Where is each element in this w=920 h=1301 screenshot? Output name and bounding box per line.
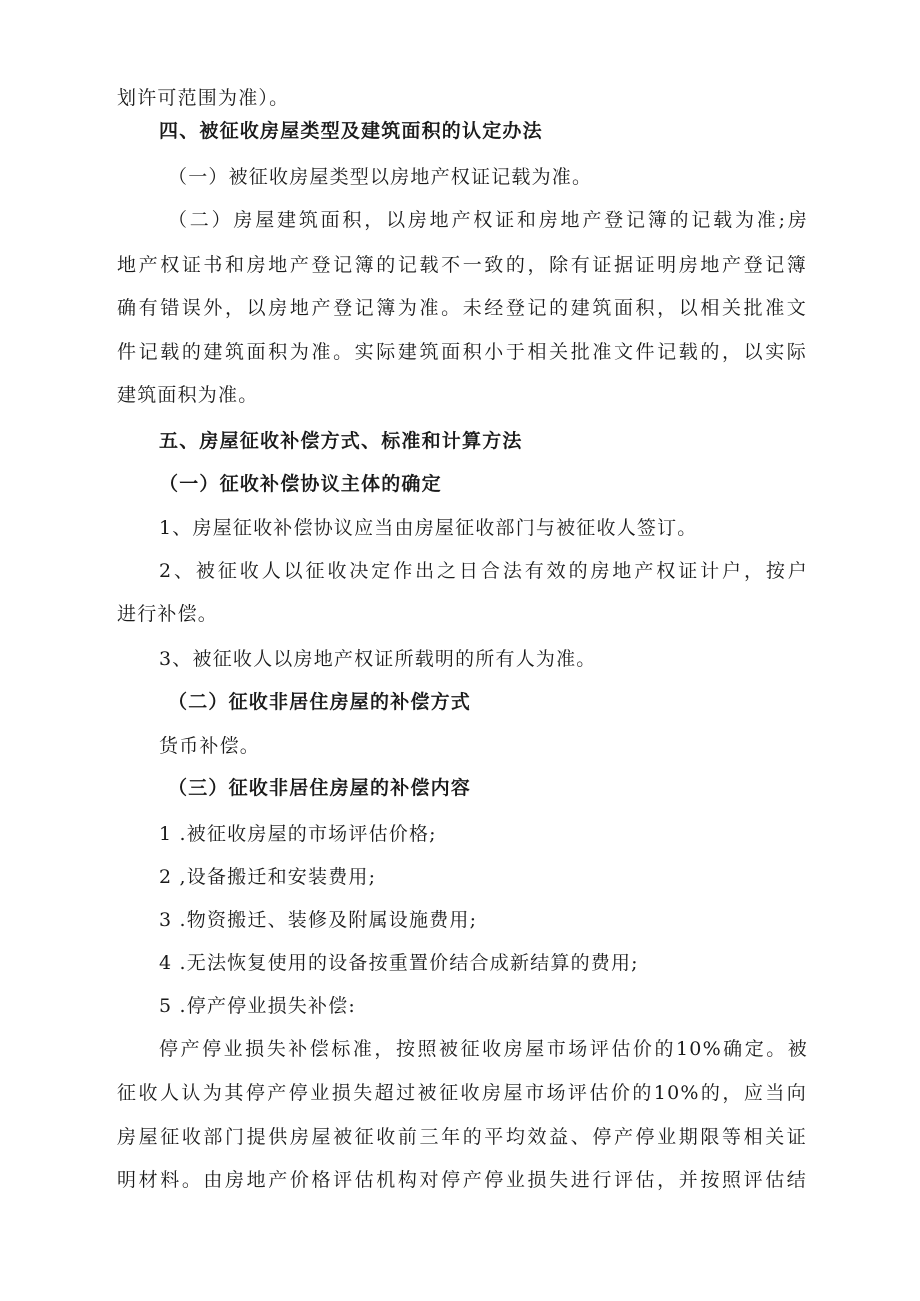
item-5-1-1: 1、房屋征收补偿协议应当由房屋征收部门与被征收人签订。	[159, 517, 698, 539]
paragraph-4-1: （一）被征收房屋类型以房地产权证记载为准。	[168, 166, 593, 188]
paragraph-4-2-line-4: 件记载的建筑面积为准。实际建筑面积小于相关批准文件记载的，以实际	[117, 341, 807, 363]
paragraph-4-2-line-2: 地产权证书和房地产登记簿的记载不一致的，除有证据证明房地产登记簿	[117, 254, 807, 276]
item-5-3-1: 1 .被征收房屋的市场评估价格;	[159, 823, 437, 845]
paragraph-compensation-line-1: 停产停业损失补偿标准，按照被征收房屋市场评估价的10%确定。被	[159, 1038, 808, 1060]
paragraph-compensation-line-3: 房屋征收部门提供房屋被征收前三年的平均效益、停产停业期限等相关证	[117, 1126, 807, 1148]
section-heading-5: 五、房屋征收补偿方式、标准和计算方法	[159, 430, 523, 452]
paragraph-compensation-line-2: 征收人认为其停产停业损失超过被征收房屋市场评估价的10%的，应当向	[117, 1082, 807, 1104]
section-heading-4: 四、被征收房屋类型及建筑面积的认定办法	[159, 120, 543, 142]
item-5-3-2: 2 ,设备搬迁和安装费用;	[159, 866, 377, 888]
paragraph-5-2: 货币补偿。	[159, 735, 261, 757]
paragraph-compensation-line-4: 明材料。由房地产价格评估机构对停产停业损失进行评估，并按照评估结	[117, 1169, 807, 1191]
paragraph-4-2-line-5: 建筑面积为准。	[117, 384, 259, 406]
text-line-continuation: 划许可范围为准）。	[117, 87, 290, 109]
paragraph-4-2-line-3: 确有错误外，以房地产登记簿为准。未经登记的建筑面积，以相关批准文	[117, 297, 807, 319]
subheading-5-2: （二）征收非居住房屋的补偿方式	[168, 691, 472, 713]
paragraph-4-2-line-1: （二）房屋建筑面积，以房地产权证和房地产登记簿的记载为准;房	[168, 209, 808, 231]
subheading-5-1: （一）征收补偿协议主体的确定	[159, 473, 442, 495]
item-5-1-3: 3、被征收人以房地产权证所载明的所有人为准。	[159, 648, 597, 670]
item-5-1-2-line-1: 2、被征收人以征收决定作出之日合法有效的房地产权证计户，按户	[159, 560, 808, 582]
item-5-3-4: 4 .无法恢复使用的设备按重置价结合成新结算的费用;	[159, 952, 639, 974]
item-5-3-5: 5 .停产停业损失补偿:	[159, 995, 356, 1017]
item-5-3-3: 3 .物资搬迁、装修及附属设施费用;	[159, 909, 478, 931]
subheading-5-3: （三）征收非居住房屋的补偿内容	[168, 777, 472, 799]
item-5-1-2-line-2: 进行补偿。	[117, 603, 219, 625]
